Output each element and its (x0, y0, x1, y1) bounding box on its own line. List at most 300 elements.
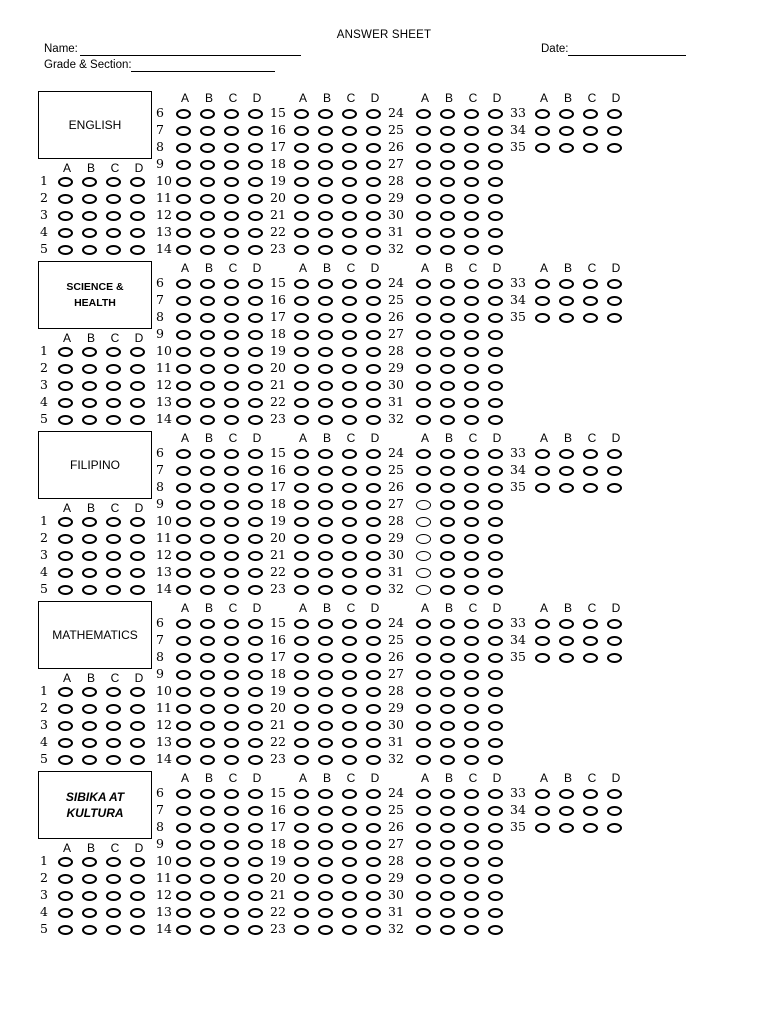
subject-2-item-28-bubble-d[interactable] (488, 347, 503, 357)
subject-5-item-4-bubble-a[interactable] (58, 908, 73, 918)
subject-5-item-20-bubble-d[interactable] (366, 874, 381, 884)
subject-4-item-20-bubble-b[interactable] (318, 704, 333, 714)
subject-2-item-34-bubble-c[interactable] (583, 296, 598, 306)
subject-5-item-1-bubble-c[interactable] (106, 857, 121, 867)
subject-1-item-16-bubble-c[interactable] (342, 126, 357, 136)
subject-2-item-25-bubble-d[interactable] (488, 296, 503, 306)
subject-3-item-25-bubble-c[interactable] (464, 466, 479, 476)
subject-2-item-3-bubble-c[interactable] (106, 381, 121, 391)
subject-3-item-22-bubble-a[interactable] (294, 568, 309, 578)
subject-5-item-26-bubble-b[interactable] (440, 823, 455, 833)
subject-3-item-20-bubble-b[interactable] (318, 534, 333, 544)
subject-5-item-19-bubble-d[interactable] (366, 857, 381, 867)
subject-1-item-33-bubble-b[interactable] (559, 109, 574, 119)
subject-3-item-10-bubble-c[interactable] (224, 517, 239, 527)
subject-4-item-20-bubble-d[interactable] (366, 704, 381, 714)
subject-1-item-24-bubble-d[interactable] (488, 109, 503, 119)
subject-2-item-35-bubble-c[interactable] (583, 313, 598, 323)
subject-5-item-35-bubble-a[interactable] (535, 823, 550, 833)
subject-3-item-23-bubble-a[interactable] (294, 585, 309, 595)
subject-4-item-2-bubble-a[interactable] (58, 704, 73, 714)
subject-1-item-33-bubble-c[interactable] (583, 109, 598, 119)
subject-2-item-20-bubble-d[interactable] (366, 364, 381, 374)
subject-4-item-10-bubble-c[interactable] (224, 687, 239, 697)
subject-2-item-17-bubble-b[interactable] (318, 313, 333, 323)
subject-1-item-22-bubble-a[interactable] (294, 228, 309, 238)
subject-1-item-19-bubble-a[interactable] (294, 177, 309, 187)
subject-5-item-15-bubble-c[interactable] (342, 789, 357, 799)
subject-1-item-3-bubble-b[interactable] (82, 211, 97, 221)
subject-5-item-2-bubble-b[interactable] (82, 874, 97, 884)
subject-2-item-20-bubble-b[interactable] (318, 364, 333, 374)
subject-5-item-21-bubble-b[interactable] (318, 891, 333, 901)
subject-5-item-12-bubble-c[interactable] (224, 891, 239, 901)
subject-3-item-12-bubble-d[interactable] (248, 551, 263, 561)
subject-1-item-32-bubble-d[interactable] (488, 245, 503, 255)
subject-3-item-22-bubble-c[interactable] (342, 568, 357, 578)
subject-1-item-17-bubble-a[interactable] (294, 143, 309, 153)
subject-5-item-17-bubble-d[interactable] (366, 823, 381, 833)
subject-4-item-10-bubble-a[interactable] (176, 687, 191, 697)
subject-4-item-5-bubble-d[interactable] (130, 755, 145, 765)
subject-2-item-5-bubble-d[interactable] (130, 415, 145, 425)
subject-4-item-8-bubble-d[interactable] (248, 653, 263, 663)
subject-2-item-16-bubble-c[interactable] (342, 296, 357, 306)
subject-5-item-28-bubble-c[interactable] (464, 857, 479, 867)
subject-3-item-12-bubble-c[interactable] (224, 551, 239, 561)
subject-5-item-11-bubble-a[interactable] (176, 874, 191, 884)
subject-5-item-14-bubble-c[interactable] (224, 925, 239, 935)
subject-1-item-6-bubble-c[interactable] (224, 109, 239, 119)
subject-4-item-19-bubble-b[interactable] (318, 687, 333, 697)
subject-4-item-32-bubble-b[interactable] (440, 755, 455, 765)
subject-4-item-35-bubble-b[interactable] (559, 653, 574, 663)
subject-4-item-7-bubble-a[interactable] (176, 636, 191, 646)
subject-4-item-18-bubble-d[interactable] (366, 670, 381, 680)
subject-2-item-19-bubble-c[interactable] (342, 347, 357, 357)
subject-5-item-8-bubble-c[interactable] (224, 823, 239, 833)
subject-5-item-13-bubble-a[interactable] (176, 908, 191, 918)
subject-3-item-35-bubble-d[interactable] (607, 483, 622, 493)
subject-2-item-15-bubble-c[interactable] (342, 279, 357, 289)
subject-5-item-26-bubble-c[interactable] (464, 823, 479, 833)
subject-2-item-4-bubble-d[interactable] (130, 398, 145, 408)
subject-5-item-24-bubble-d[interactable] (488, 789, 503, 799)
subject-5-item-30-bubble-d[interactable] (488, 891, 503, 901)
subject-5-item-27-bubble-c[interactable] (464, 840, 479, 850)
subject-3-item-21-bubble-d[interactable] (366, 551, 381, 561)
subject-4-item-5-bubble-b[interactable] (82, 755, 97, 765)
subject-4-item-21-bubble-a[interactable] (294, 721, 309, 731)
subject-3-item-23-bubble-c[interactable] (342, 585, 357, 595)
subject-3-item-29-bubble-b[interactable] (440, 534, 455, 544)
subject-3-item-25-bubble-a[interactable] (416, 466, 431, 476)
subject-5-item-22-bubble-b[interactable] (318, 908, 333, 918)
subject-3-item-30-bubble-d[interactable] (488, 551, 503, 561)
subject-3-item-19-bubble-d[interactable] (366, 517, 381, 527)
subject-4-item-27-bubble-d[interactable] (488, 670, 503, 680)
subject-5-item-11-bubble-d[interactable] (248, 874, 263, 884)
subject-3-item-29-bubble-d[interactable] (488, 534, 503, 544)
subject-1-item-24-bubble-a[interactable] (416, 109, 431, 119)
subject-2-item-32-bubble-a[interactable] (416, 415, 431, 425)
subject-3-item-34-bubble-a[interactable] (535, 466, 550, 476)
subject-5-item-2-bubble-c[interactable] (106, 874, 121, 884)
subject-1-item-27-bubble-c[interactable] (464, 160, 479, 170)
subject-4-item-15-bubble-b[interactable] (318, 619, 333, 629)
subject-3-item-35-bubble-a[interactable] (535, 483, 550, 493)
subject-5-item-27-bubble-d[interactable] (488, 840, 503, 850)
subject-4-item-29-bubble-c[interactable] (464, 704, 479, 714)
subject-1-item-27-bubble-d[interactable] (488, 160, 503, 170)
subject-5-item-14-bubble-a[interactable] (176, 925, 191, 935)
subject-4-item-20-bubble-a[interactable] (294, 704, 309, 714)
subject-3-item-12-bubble-a[interactable] (176, 551, 191, 561)
subject-1-item-17-bubble-b[interactable] (318, 143, 333, 153)
subject-2-item-7-bubble-c[interactable] (224, 296, 239, 306)
subject-5-item-1-bubble-d[interactable] (130, 857, 145, 867)
subject-3-item-34-bubble-d[interactable] (607, 466, 622, 476)
subject-1-item-12-bubble-c[interactable] (224, 211, 239, 221)
subject-4-item-31-bubble-d[interactable] (488, 738, 503, 748)
subject-1-item-31-bubble-b[interactable] (440, 228, 455, 238)
subject-5-item-33-bubble-a[interactable] (535, 789, 550, 799)
subject-4-item-28-bubble-a[interactable] (416, 687, 431, 697)
subject-2-item-8-bubble-c[interactable] (224, 313, 239, 323)
subject-2-item-13-bubble-b[interactable] (200, 398, 215, 408)
subject-3-item-17-bubble-d[interactable] (366, 483, 381, 493)
subject-5-item-7-bubble-c[interactable] (224, 806, 239, 816)
subject-1-item-1-bubble-a[interactable] (58, 177, 73, 187)
subject-1-item-25-bubble-a[interactable] (416, 126, 431, 136)
subject-3-item-32-bubble-b[interactable] (440, 585, 455, 595)
date-field-line[interactable] (568, 55, 686, 56)
subject-4-item-10-bubble-d[interactable] (248, 687, 263, 697)
subject-4-item-18-bubble-b[interactable] (318, 670, 333, 680)
subject-5-item-3-bubble-b[interactable] (82, 891, 97, 901)
subject-1-item-13-bubble-d[interactable] (248, 228, 263, 238)
subject-5-item-32-bubble-c[interactable] (464, 925, 479, 935)
subject-4-item-34-bubble-d[interactable] (607, 636, 622, 646)
subject-5-item-34-bubble-d[interactable] (607, 806, 622, 816)
subject-3-item-28-bubble-c[interactable] (464, 517, 479, 527)
subject-2-item-25-bubble-a[interactable] (416, 296, 431, 306)
subject-1-item-12-bubble-b[interactable] (200, 211, 215, 221)
subject-2-item-34-bubble-d[interactable] (607, 296, 622, 306)
subject-2-item-22-bubble-a[interactable] (294, 398, 309, 408)
subject-4-item-14-bubble-d[interactable] (248, 755, 263, 765)
subject-5-item-28-bubble-d[interactable] (488, 857, 503, 867)
subject-1-item-4-bubble-d[interactable] (130, 228, 145, 238)
subject-3-item-23-bubble-b[interactable] (318, 585, 333, 595)
subject-3-item-12-bubble-b[interactable] (200, 551, 215, 561)
subject-4-item-3-bubble-d[interactable] (130, 721, 145, 731)
subject-4-item-26-bubble-b[interactable] (440, 653, 455, 663)
subject-5-item-20-bubble-c[interactable] (342, 874, 357, 884)
subject-4-item-5-bubble-a[interactable] (58, 755, 73, 765)
subject-1-item-10-bubble-c[interactable] (224, 177, 239, 187)
subject-2-item-30-bubble-a[interactable] (416, 381, 431, 391)
subject-5-item-35-bubble-b[interactable] (559, 823, 574, 833)
subject-1-item-30-bubble-c[interactable] (464, 211, 479, 221)
subject-2-item-6-bubble-c[interactable] (224, 279, 239, 289)
subject-2-item-23-bubble-a[interactable] (294, 415, 309, 425)
subject-1-item-11-bubble-d[interactable] (248, 194, 263, 204)
subject-5-item-13-bubble-d[interactable] (248, 908, 263, 918)
subject-3-item-1-bubble-c[interactable] (106, 517, 121, 527)
subject-4-item-29-bubble-d[interactable] (488, 704, 503, 714)
subject-1-item-22-bubble-b[interactable] (318, 228, 333, 238)
subject-1-item-26-bubble-b[interactable] (440, 143, 455, 153)
subject-3-item-17-bubble-a[interactable] (294, 483, 309, 493)
subject-3-item-7-bubble-d[interactable] (248, 466, 263, 476)
subject-1-item-29-bubble-c[interactable] (464, 194, 479, 204)
subject-2-item-9-bubble-d[interactable] (248, 330, 263, 340)
subject-4-item-34-bubble-c[interactable] (583, 636, 598, 646)
subject-5-item-21-bubble-a[interactable] (294, 891, 309, 901)
subject-5-item-4-bubble-c[interactable] (106, 908, 121, 918)
subject-2-item-33-bubble-b[interactable] (559, 279, 574, 289)
subject-1-item-12-bubble-a[interactable] (176, 211, 191, 221)
subject-3-item-16-bubble-a[interactable] (294, 466, 309, 476)
subject-1-item-17-bubble-d[interactable] (366, 143, 381, 153)
subject-1-item-20-bubble-d[interactable] (366, 194, 381, 204)
subject-4-item-23-bubble-c[interactable] (342, 755, 357, 765)
subject-3-item-24-bubble-a[interactable] (416, 449, 431, 459)
subject-1-item-23-bubble-a[interactable] (294, 245, 309, 255)
subject-5-item-34-bubble-c[interactable] (583, 806, 598, 816)
subject-5-item-25-bubble-c[interactable] (464, 806, 479, 816)
subject-4-item-35-bubble-a[interactable] (535, 653, 550, 663)
subject-4-item-25-bubble-b[interactable] (440, 636, 455, 646)
subject-3-item-24-bubble-b[interactable] (440, 449, 455, 459)
subject-4-item-25-bubble-a[interactable] (416, 636, 431, 646)
subject-4-item-34-bubble-a[interactable] (535, 636, 550, 646)
subject-5-item-34-bubble-b[interactable] (559, 806, 574, 816)
subject-3-item-6-bubble-a[interactable] (176, 449, 191, 459)
subject-1-item-34-bubble-b[interactable] (559, 126, 574, 136)
subject-4-item-28-bubble-c[interactable] (464, 687, 479, 697)
subject-1-item-26-bubble-d[interactable] (488, 143, 503, 153)
subject-4-item-35-bubble-d[interactable] (607, 653, 622, 663)
subject-1-item-21-bubble-a[interactable] (294, 211, 309, 221)
subject-4-item-10-bubble-b[interactable] (200, 687, 215, 697)
subject-2-item-5-bubble-a[interactable] (58, 415, 73, 425)
subject-2-item-12-bubble-c[interactable] (224, 381, 239, 391)
subject-5-item-15-bubble-b[interactable] (318, 789, 333, 799)
subject-4-item-32-bubble-a[interactable] (416, 755, 431, 765)
subject-1-item-19-bubble-c[interactable] (342, 177, 357, 187)
subject-2-item-18-bubble-d[interactable] (366, 330, 381, 340)
subject-5-item-32-bubble-b[interactable] (440, 925, 455, 935)
subject-1-item-24-bubble-b[interactable] (440, 109, 455, 119)
subject-1-item-5-bubble-c[interactable] (106, 245, 121, 255)
subject-5-item-9-bubble-b[interactable] (200, 840, 215, 850)
subject-1-item-17-bubble-c[interactable] (342, 143, 357, 153)
subject-4-item-23-bubble-b[interactable] (318, 755, 333, 765)
subject-2-item-28-bubble-c[interactable] (464, 347, 479, 357)
subject-2-item-11-bubble-c[interactable] (224, 364, 239, 374)
subject-1-item-25-bubble-b[interactable] (440, 126, 455, 136)
subject-3-item-6-bubble-b[interactable] (200, 449, 215, 459)
subject-5-item-8-bubble-a[interactable] (176, 823, 191, 833)
subject-4-item-34-bubble-b[interactable] (559, 636, 574, 646)
subject-1-item-13-bubble-a[interactable] (176, 228, 191, 238)
subject-5-item-19-bubble-c[interactable] (342, 857, 357, 867)
subject-5-item-7-bubble-a[interactable] (176, 806, 191, 816)
subject-1-item-7-bubble-c[interactable] (224, 126, 239, 136)
subject-4-item-29-bubble-a[interactable] (416, 704, 431, 714)
subject-4-item-20-bubble-c[interactable] (342, 704, 357, 714)
subject-3-item-25-bubble-b[interactable] (440, 466, 455, 476)
subject-5-item-24-bubble-a[interactable] (416, 789, 431, 799)
subject-2-item-14-bubble-b[interactable] (200, 415, 215, 425)
subject-1-item-23-bubble-c[interactable] (342, 245, 357, 255)
subject-2-item-27-bubble-c[interactable] (464, 330, 479, 340)
subject-3-item-28-bubble-b[interactable] (440, 517, 455, 527)
subject-1-item-28-bubble-d[interactable] (488, 177, 503, 187)
subject-2-item-5-bubble-c[interactable] (106, 415, 121, 425)
subject-4-item-33-bubble-b[interactable] (559, 619, 574, 629)
subject-2-item-1-bubble-b[interactable] (82, 347, 97, 357)
subject-1-item-18-bubble-d[interactable] (366, 160, 381, 170)
subject-3-item-14-bubble-d[interactable] (248, 585, 263, 595)
subject-4-item-17-bubble-b[interactable] (318, 653, 333, 663)
subject-2-item-30-bubble-d[interactable] (488, 381, 503, 391)
subject-3-item-31-bubble-c[interactable] (464, 568, 479, 578)
subject-2-item-21-bubble-b[interactable] (318, 381, 333, 391)
subject-2-item-11-bubble-b[interactable] (200, 364, 215, 374)
subject-3-item-31-bubble-d[interactable] (488, 568, 503, 578)
subject-2-item-25-bubble-c[interactable] (464, 296, 479, 306)
subject-3-item-28-bubble-d[interactable] (488, 517, 503, 527)
subject-5-item-30-bubble-a[interactable] (416, 891, 431, 901)
subject-3-item-19-bubble-c[interactable] (342, 517, 357, 527)
subject-1-item-3-bubble-c[interactable] (106, 211, 121, 221)
subject-4-item-28-bubble-d[interactable] (488, 687, 503, 697)
subject-4-item-6-bubble-b[interactable] (200, 619, 215, 629)
subject-4-item-4-bubble-b[interactable] (82, 738, 97, 748)
subject-3-item-21-bubble-c[interactable] (342, 551, 357, 561)
subject-5-item-14-bubble-b[interactable] (200, 925, 215, 935)
subject-3-item-5-bubble-a[interactable] (58, 585, 73, 595)
subject-3-item-19-bubble-b[interactable] (318, 517, 333, 527)
subject-5-item-16-bubble-a[interactable] (294, 806, 309, 816)
subject-1-item-32-bubble-a[interactable] (416, 245, 431, 255)
subject-1-item-1-bubble-b[interactable] (82, 177, 97, 187)
subject-2-item-23-bubble-d[interactable] (366, 415, 381, 425)
subject-2-item-31-bubble-b[interactable] (440, 398, 455, 408)
subject-2-item-21-bubble-c[interactable] (342, 381, 357, 391)
subject-1-item-9-bubble-d[interactable] (248, 160, 263, 170)
subject-1-item-29-bubble-d[interactable] (488, 194, 503, 204)
subject-1-item-35-bubble-a[interactable] (535, 143, 550, 153)
subject-5-item-24-bubble-b[interactable] (440, 789, 455, 799)
subject-2-item-12-bubble-b[interactable] (200, 381, 215, 391)
subject-1-item-22-bubble-c[interactable] (342, 228, 357, 238)
subject-2-item-30-bubble-b[interactable] (440, 381, 455, 391)
subject-4-item-16-bubble-a[interactable] (294, 636, 309, 646)
subject-2-item-16-bubble-b[interactable] (318, 296, 333, 306)
subject-4-item-8-bubble-c[interactable] (224, 653, 239, 663)
subject-1-item-11-bubble-c[interactable] (224, 194, 239, 204)
subject-5-item-31-bubble-b[interactable] (440, 908, 455, 918)
subject-2-item-14-bubble-d[interactable] (248, 415, 263, 425)
subject-3-item-1-bubble-a[interactable] (58, 517, 73, 527)
subject-1-item-3-bubble-a[interactable] (58, 211, 73, 221)
subject-5-item-6-bubble-b[interactable] (200, 789, 215, 799)
subject-3-item-15-bubble-c[interactable] (342, 449, 357, 459)
subject-4-item-16-bubble-d[interactable] (366, 636, 381, 646)
subject-1-item-4-bubble-b[interactable] (82, 228, 97, 238)
subject-3-item-21-bubble-a[interactable] (294, 551, 309, 561)
subject-4-item-33-bubble-c[interactable] (583, 619, 598, 629)
subject-1-item-25-bubble-c[interactable] (464, 126, 479, 136)
subject-3-item-20-bubble-a[interactable] (294, 534, 309, 544)
subject-4-item-21-bubble-c[interactable] (342, 721, 357, 731)
subject-5-item-17-bubble-a[interactable] (294, 823, 309, 833)
subject-3-item-9-bubble-d[interactable] (248, 500, 263, 510)
subject-1-item-5-bubble-d[interactable] (130, 245, 145, 255)
subject-5-item-18-bubble-b[interactable] (318, 840, 333, 850)
subject-5-item-32-bubble-d[interactable] (488, 925, 503, 935)
subject-1-item-20-bubble-b[interactable] (318, 194, 333, 204)
subject-5-item-11-bubble-c[interactable] (224, 874, 239, 884)
subject-3-item-15-bubble-a[interactable] (294, 449, 309, 459)
subject-1-item-18-bubble-a[interactable] (294, 160, 309, 170)
subject-2-item-22-bubble-c[interactable] (342, 398, 357, 408)
subject-2-item-2-bubble-d[interactable] (130, 364, 145, 374)
subject-4-item-35-bubble-c[interactable] (583, 653, 598, 663)
subject-5-item-9-bubble-d[interactable] (248, 840, 263, 850)
subject-5-item-35-bubble-c[interactable] (583, 823, 598, 833)
subject-5-item-1-bubble-b[interactable] (82, 857, 97, 867)
subject-4-item-30-bubble-a[interactable] (416, 721, 431, 731)
subject-4-item-9-bubble-c[interactable] (224, 670, 239, 680)
subject-2-item-2-bubble-b[interactable] (82, 364, 97, 374)
subject-3-item-15-bubble-b[interactable] (318, 449, 333, 459)
subject-1-item-15-bubble-a[interactable] (294, 109, 309, 119)
subject-3-item-6-bubble-d[interactable] (248, 449, 263, 459)
subject-5-item-24-bubble-c[interactable] (464, 789, 479, 799)
subject-1-item-7-bubble-d[interactable] (248, 126, 263, 136)
subject-2-item-1-bubble-a[interactable] (58, 347, 73, 357)
subject-2-item-17-bubble-a[interactable] (294, 313, 309, 323)
subject-3-item-18-bubble-c[interactable] (342, 500, 357, 510)
subject-5-item-4-bubble-d[interactable] (130, 908, 145, 918)
subject-5-item-31-bubble-d[interactable] (488, 908, 503, 918)
subject-4-item-3-bubble-a[interactable] (58, 721, 73, 731)
subject-4-item-25-bubble-c[interactable] (464, 636, 479, 646)
subject-4-item-31-bubble-c[interactable] (464, 738, 479, 748)
subject-3-item-11-bubble-b[interactable] (200, 534, 215, 544)
subject-5-item-7-bubble-d[interactable] (248, 806, 263, 816)
subject-3-item-33-bubble-b[interactable] (559, 449, 574, 459)
subject-3-item-29-bubble-c[interactable] (464, 534, 479, 544)
subject-5-item-25-bubble-b[interactable] (440, 806, 455, 816)
subject-4-item-15-bubble-a[interactable] (294, 619, 309, 629)
subject-1-item-21-bubble-d[interactable] (366, 211, 381, 221)
subject-5-item-19-bubble-b[interactable] (318, 857, 333, 867)
subject-1-item-8-bubble-a[interactable] (176, 143, 191, 153)
subject-3-item-24-bubble-d[interactable] (488, 449, 503, 459)
subject-4-item-8-bubble-b[interactable] (200, 653, 215, 663)
subject-4-item-2-bubble-b[interactable] (82, 704, 97, 714)
subject-4-item-24-bubble-b[interactable] (440, 619, 455, 629)
subject-4-item-11-bubble-d[interactable] (248, 704, 263, 714)
subject-3-item-34-bubble-c[interactable] (583, 466, 598, 476)
subject-4-item-5-bubble-c[interactable] (106, 755, 121, 765)
